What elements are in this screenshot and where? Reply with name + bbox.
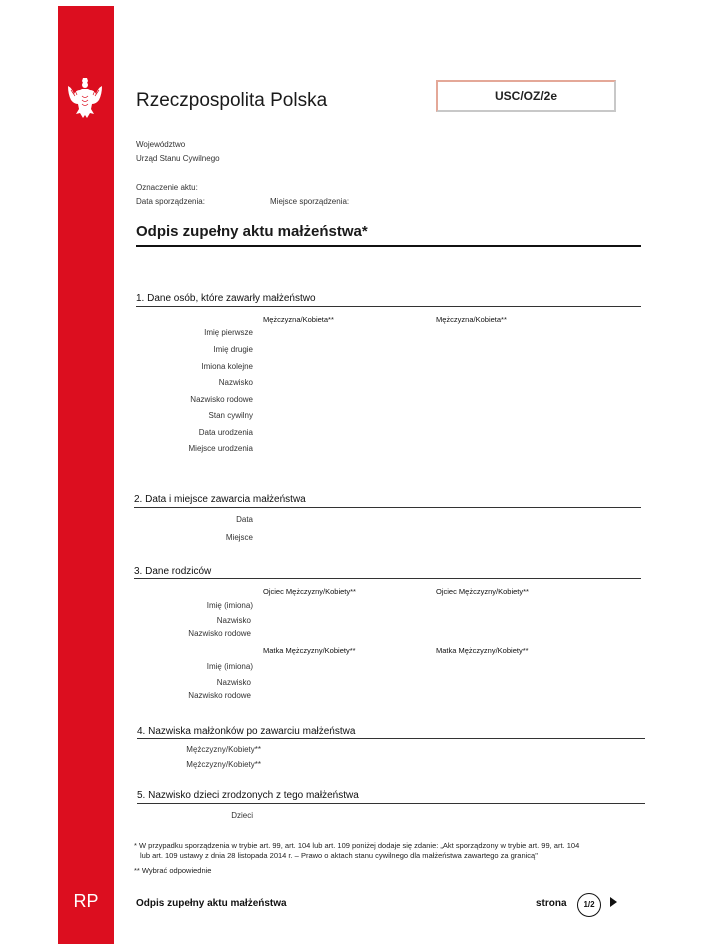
section2-title: 2. Data i miejsce zawarcia małżeństwa: [134, 494, 306, 505]
field-mother-birth-surname: Nazwisko rodowe: [188, 691, 251, 700]
section1-col1-header: Mężczyzna/Kobieta**: [263, 315, 334, 324]
field-mother-surname: Nazwisko: [216, 678, 251, 687]
section4-title: 4. Nazwiska małżonków po zawarciu małżeństwa: [137, 726, 356, 737]
field-birth-date: Data urodzenia: [198, 428, 253, 437]
field-further-names: Imiona kolejne: [201, 362, 253, 371]
field-surname-after-1: Mężczyzny/Kobiety**: [186, 745, 261, 754]
section1-col2-header: Mężczyzna/Kobieta**: [436, 315, 507, 324]
country-title: Rzeczpospolita Polska: [136, 90, 328, 111]
page-indicator: 1/2: [577, 893, 601, 917]
field-father-given-names: Imię (imiona): [206, 601, 253, 610]
act-designation-label: Oznaczenie aktu:: [136, 183, 198, 192]
section5-title: 5. Nazwisko dzieci zrodzonych z tego małżeństwa: [137, 790, 359, 801]
field-birth-place: Miejsce urodzenia: [188, 444, 253, 453]
footer-title: Odpis zupełny aktu małżeństwa: [136, 898, 287, 909]
footnote-1-line1: * W przypadku sporządzenia w trybie art. 99, art. 104 lub art. 109 poniżej dodaje się zdanie: „Akt sporządzony w trybie art. 99, art. 104: [134, 841, 580, 850]
voivodeship-label: Województwo: [136, 140, 186, 149]
page-label: strona: [536, 898, 567, 909]
footnote-2: ** Wybrać odpowiednie: [134, 866, 212, 875]
rp-mark: RP: [73, 891, 99, 911]
father-col1-header: Ojciec Mężczyzny/Kobiety**: [263, 587, 356, 596]
next-page-arrow-icon[interactable]: [610, 897, 617, 907]
field-marriage-place: Miejsce: [225, 533, 253, 542]
title-underline: [136, 245, 641, 247]
section5-divider: [137, 803, 645, 804]
field-surname: Nazwisko: [218, 378, 253, 387]
section2-divider: [134, 507, 641, 508]
father-col2-header: Ojciec Mężczyzny/Kobiety**: [436, 587, 529, 596]
form-code-box: USC/OZ/2e: [436, 80, 616, 112]
white-eagle-emblem-icon: [66, 76, 104, 120]
section1-title: 1. Dane osób, które zawarły małżeństwo: [136, 293, 316, 304]
field-children: Dzieci: [231, 811, 253, 820]
field-second-name: Imię drugie: [213, 345, 253, 354]
red-side-band: [58, 6, 114, 944]
field-father-surname: Nazwisko: [216, 616, 251, 625]
field-marriage-date: Data: [236, 515, 253, 524]
field-father-birth-surname: Nazwisko rodowe: [188, 629, 251, 638]
document-title: Odpis zupełny aktu małżeństwa*: [136, 223, 368, 240]
field-mother-given-names: Imię (imiona): [206, 662, 253, 671]
date-drawn-label: Data sporządzenia:: [136, 197, 205, 206]
place-drawn-label: Miejsce sporządzenia:: [270, 197, 350, 206]
section3-title: 3. Dane rodziców: [134, 566, 212, 577]
field-marital-status: Stan cywilny: [208, 411, 253, 420]
field-birth-surname: Nazwisko rodowe: [190, 395, 253, 404]
section4-divider: [137, 738, 645, 739]
footnote-1-line2: lub art. 109 ustawy z dnia 28 listopada 2014 r. – Prawo o aktach stanu cywilnego dla małżeństwa zawartego za granicą": [140, 851, 538, 860]
field-first-name: Imię pierwsze: [204, 328, 253, 337]
mother-col2-header: Matka Mężczyzny/Kobiety**: [436, 646, 529, 655]
field-surname-after-2: Mężczyzny/Kobiety**: [186, 760, 261, 769]
section1-divider: [136, 306, 641, 307]
section3-divider: [134, 578, 641, 579]
registry-office-label: Urząd Stanu Cywilnego: [136, 154, 220, 163]
mother-col1-header: Matka Mężczyzny/Kobiety**: [263, 646, 356, 655]
